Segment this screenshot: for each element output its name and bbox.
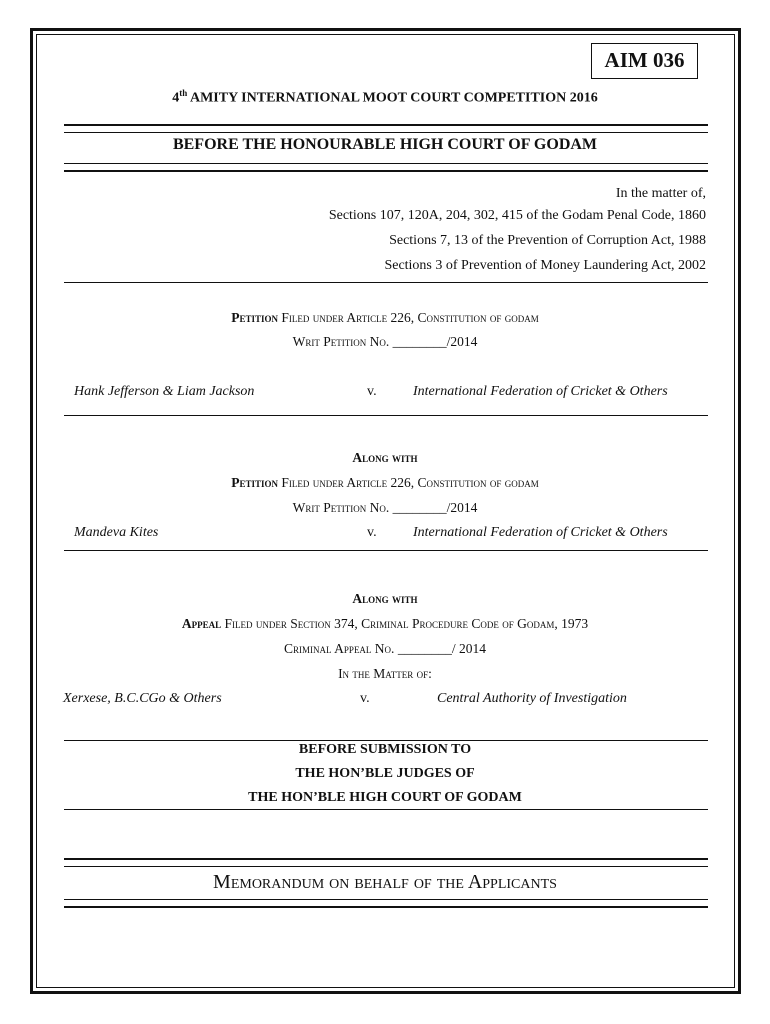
petition1-filed-lead: Petition [231, 310, 279, 325]
petition2-respondent: International Federation of Cricket & Others [413, 525, 668, 540]
petition2-writ [60, 500, 710, 516]
rule-after-petition1 [64, 415, 708, 416]
petition1-writ-label: Writ Petition No. [292, 334, 390, 349]
appeal-respondent: Central Authority of Investigation [437, 691, 627, 706]
team-code-box [591, 43, 698, 79]
submission-line: THE HON’BLE JUDGES OF [295, 766, 475, 781]
appeal-appellant: Xerxese, B.C.CGo & Others [63, 691, 222, 706]
petition2-along-with: Along with [352, 450, 418, 465]
court-heading: BEFORE THE HONOURABLE HIGH COURT OF GODAM [172, 136, 598, 153]
petition2-versus: v. [367, 525, 377, 540]
petition2-filed-rest: Filed under Article 226, Constitution of godam [281, 475, 539, 490]
rule-top [64, 124, 708, 133]
appeal-along-with: Along with [352, 591, 418, 606]
appeal-in-the-matter: In the Matter of: [338, 666, 432, 681]
petition1-petitioner: Hank Jefferson & Liam Jackson [74, 384, 255, 399]
appeal-versus: v. [360, 691, 370, 706]
matter-line: Sections 7, 13 of the Prevention of Corruption Act, 1988 [389, 233, 706, 248]
rule-after-submission [64, 809, 708, 810]
petition1-respondent: International Federation of Cricket & Others [413, 384, 668, 399]
competition-name: AMITY INTERNATIONAL MOOT COURT COMPETITION 2016 [189, 90, 598, 106]
appeal-criminal-number: ________/ 2014 [397, 641, 486, 656]
submission-line: BEFORE SUBMISSION TO [298, 742, 472, 757]
petition2-filed-lead: Petition [231, 475, 279, 490]
appeal-filed-rest: Filed under Section 374, Criminal Procedure Code of Godam, 1973 [224, 616, 589, 631]
petition1-filed [60, 310, 710, 326]
matter-line: Sections 107, 120A, 204, 302, 415 of the Godam Penal Code, 1860 [328, 208, 706, 223]
appeal-filed-lead: Appeal [181, 616, 222, 631]
team-code: AIM 036 [604, 48, 685, 72]
competition-title [60, 88, 710, 107]
appeal-criminal-no [60, 641, 710, 657]
appeal-criminal-label: Criminal Appeal No. [284, 641, 395, 656]
petition1-writ-number: ________/2014 [392, 334, 478, 349]
rule-above-memo [64, 858, 708, 867]
submission-line: THE HON’BLE HIGH COURT OF GODAM [248, 790, 522, 805]
petition2-writ-number: ________/2014 [392, 500, 478, 515]
petition2-petitioner: Mandeva Kites [74, 525, 159, 540]
petition1-writ [60, 334, 710, 350]
matter-line: Sections 3 of Prevention of Money Laundering Act, 2002 [384, 258, 706, 273]
rule-after-petition2 [64, 550, 708, 551]
petition2-writ-label: Writ Petition No. [292, 500, 390, 515]
rule-below-memo [64, 899, 708, 908]
memorandum-title: Memorandum on behalf of the Applicants [213, 871, 557, 893]
petition1-filed-rest: Filed under Article 226, Constitution of godam [281, 310, 539, 325]
competition-ordinal: 4 [172, 90, 180, 106]
rule-under-heading [64, 163, 708, 172]
petition2-filed [60, 475, 710, 491]
rule-before-submission [64, 740, 708, 741]
rule-after-matter [64, 282, 708, 283]
appeal-filed [60, 616, 710, 632]
petition1-versus: v. [367, 384, 377, 399]
matter-intro: In the matter of, [615, 186, 706, 201]
competition-ordinal-suffix: th [179, 88, 188, 98]
